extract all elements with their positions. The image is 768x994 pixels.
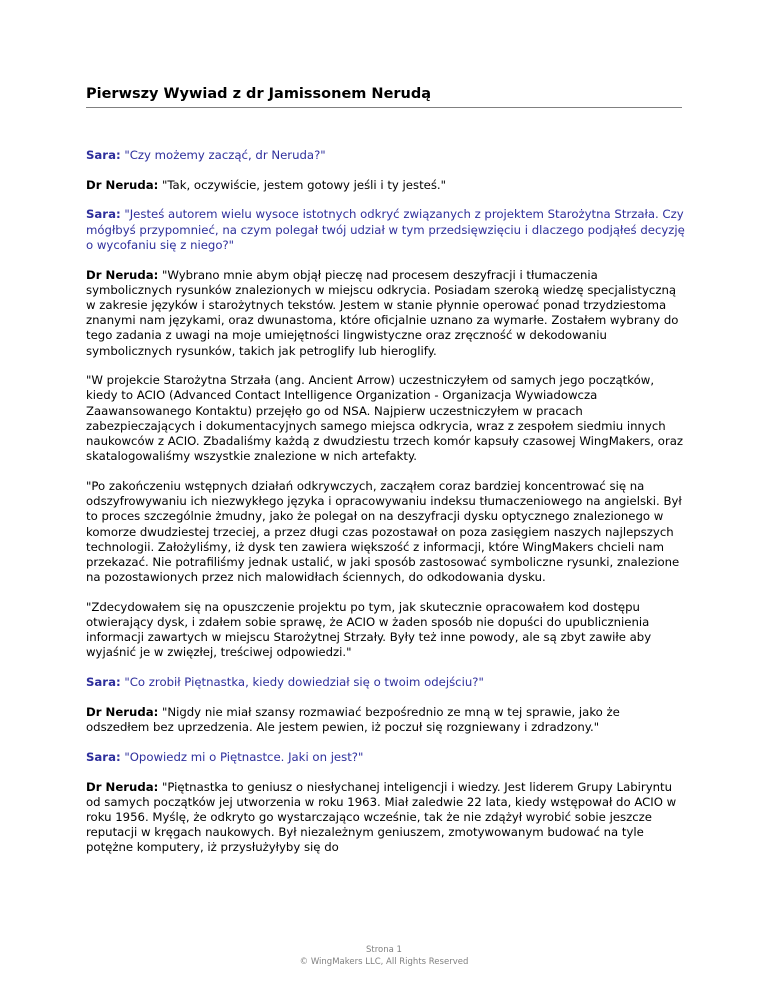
paragraph-text: "Czy możemy zacząć, dr Neruda?" xyxy=(120,148,326,162)
speaker-label: Dr Neruda: xyxy=(86,779,159,794)
interview-paragraph xyxy=(86,750,686,765)
document-title: Pierwszy Wywiad z dr Jamissonem Nerudą xyxy=(86,84,682,108)
paragraph-text: "Piętnastka to geniusz o niesłychanej inteligencji i wiedzy. Jest liderem Grupy Labiryntu od samych początków jej utworzenia w roku 1963. Miał zaledwie 22 lata, kiedy wstępował do ACIO w roku 1956. Myślę, że odkryto go wystarczająco wcześnie, tak że nie zdążył wyrobić sobie jeszcze reputacji w kręgach naukowych. Był niezależnym geniuszem, zmotywowanym budować na tyle potężne komputery, iż przysłużyłyby się do xyxy=(86,779,677,855)
paragraph-text: "Opowiedz mi o Piętnastce. Jaki on jest?" xyxy=(120,749,364,764)
paragraph-text: "Wybrano mnie abym objął pieczę nad procesem deszyfracji i tłumaczenia symbolicznych rysunków znalezionych w miejscu odkrycia. Posiadam szeroką wiedzę specjalistyczną w zakresie języków i starożytnych tekstów. Jestem w stanie płynnie operować ponad trzydziestoma znanymi nam językami, oraz dwunastoma, które oficjalnie uznano za wymarłe. Zostałem wybrany do tego zadania z uwagi na moje umiejętności lingwistyczne oraz zręczność w dekodowaniu symbolicznych rysunków, takich jak petroglify lub hieroglify. xyxy=(86,267,679,358)
speaker-label: Dr Neruda: xyxy=(86,177,159,192)
interview-paragraph xyxy=(86,207,686,253)
speaker-label: Sara: xyxy=(86,207,121,222)
paragraph-text: "Po zakończeniu wstępnych działań odkrywczych, zacząłem coraz bardziej koncentrować się na odszyfrowywaniu ich niezwykłego języka i opracowywaniu indeksu tłumaczeniowego na angielski. Był to proces szczególnie żmudny, jako że polegał on na deszyfracji dysku optycznego znalezionego w komorze dwudziestej trzeciej, a przez długi czas pozostawał on poza zasięgiem naszych najlepszych technologii. Założyliśmy, iż dysk ten zawiera większość z informacji, które WingMakers chcieli nam przekazać. Nie potrafiliśmy jednak ustalić, w jaki sposób zastosować symboliczne rysunki, znalezione na pozostawionych przez nich malowidłach ściennych, do odkodowania dysku. xyxy=(86,478,682,585)
interview-paragraph xyxy=(86,600,686,661)
interview-paragraph xyxy=(86,675,686,690)
interview-paragraph xyxy=(86,178,686,193)
interview-paragraph xyxy=(86,148,686,163)
paragraph-text: "W projekcie Starożytna Strzała (ang. Ancient Arrow) uczestniczyłem od samych jego początków, kiedy to ACIO (Advanced Contact Intelligence Organization - Organizacja Wywiadowcza Zaawansowanego Kontaktu) przejęło go od NSA. Najpierw uczestniczyłem w pracach zabezpieczających i dokumentacyjnych samego miejsca odkrycia, wraz z zespołem siedmiu innych naukowców z ACIO. Zbadaliśmy każdą z dwudziestu trzech komór kapsuły czasowej WingMakers, oraz skatalogowaliśmy wszystkie znalezione w nich artefakty. xyxy=(86,373,684,464)
speaker-label: Sara: xyxy=(86,749,121,764)
interview-content xyxy=(86,148,686,870)
paragraph-text: "Tak, oczywiście, jestem gotowy jeśli i ty jesteś." xyxy=(158,177,447,192)
interview-paragraph xyxy=(86,780,686,856)
paragraph-text: "Co zrobił Piętnastka, kiedy dowiedział się o twoim odejściu?" xyxy=(120,675,484,690)
footer-copyright: © WingMakers LLC, All Rights Reserved xyxy=(299,957,469,967)
interview-paragraph xyxy=(86,479,686,585)
speaker-label: Sara: xyxy=(86,148,121,162)
interview-paragraph xyxy=(86,373,686,464)
paragraph-text: "Nigdy nie miał szansy rozmawiać bezpośrednio ze mną w tej sprawie, jako że odszedłem bez uprzedzenia. Ale jestem pewien, iż poczuł się rozgniewany i zdradzony." xyxy=(86,704,620,735)
speaker-label: Sara: xyxy=(86,675,121,690)
paragraph-text: "Zdecydowałem się na opuszczenie projektu po tym, jak skutecznie opracowałem kod dostępu otwierający dysk, i zdałem sobie sprawę, że ACIO w żaden sposób nie dopuści do upublicznienia informacji zawartych w miejscu Starożytnej Strzały. Były też inne powody, ale są zbyt zawiłe aby wyjaśnić je w zwięzłej, treściwej odpowiedzi." xyxy=(86,599,652,660)
interview-paragraph xyxy=(86,705,686,735)
footer-page-number: Strona 1 xyxy=(366,945,402,955)
interview-paragraph xyxy=(86,268,686,359)
speaker-label: Dr Neruda: xyxy=(86,267,159,282)
speaker-label: Dr Neruda: xyxy=(86,704,159,719)
paragraph-text: "Jesteś autorem wielu wysoce istotnych odkryć związanych z projektem Starożytna Strzała. Czy mógłbyś przypomnieć, na czym polegał twój udział w tym przedsięwzięciu i dlaczego podjąłeś decyzję o wycofaniu się z niego?" xyxy=(86,207,685,252)
